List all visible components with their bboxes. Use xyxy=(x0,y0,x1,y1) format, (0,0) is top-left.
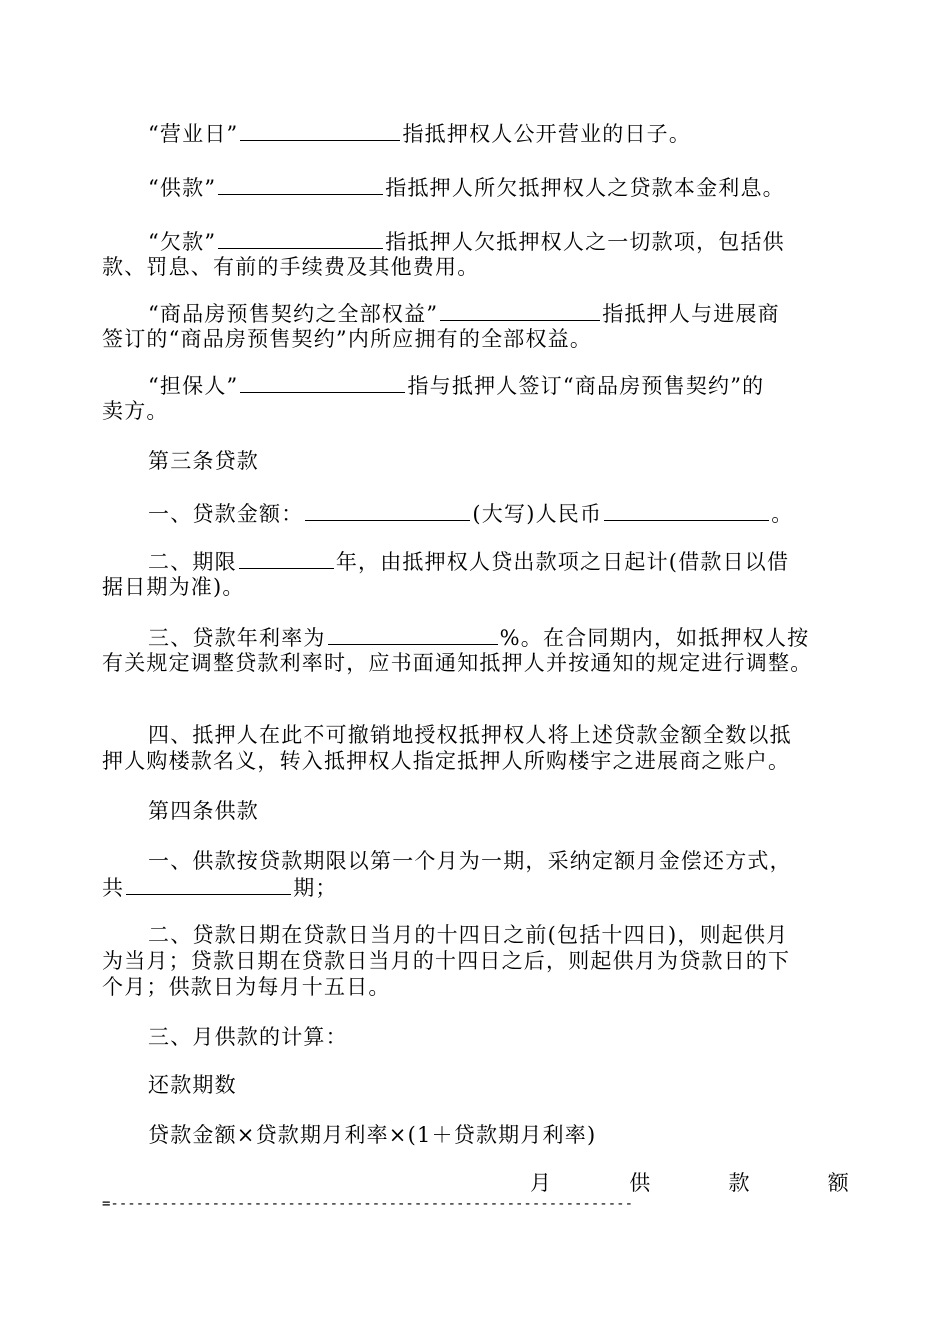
desc: 指抵押权人公开营业的日子。 xyxy=(402,122,692,146)
def-arrears-cont: 款、罚息、有前的手续费及其他费用。 xyxy=(102,255,480,279)
blank-line xyxy=(218,172,383,195)
article-4-title: 第四条供款 xyxy=(148,799,259,823)
term: “营业日” xyxy=(148,122,239,146)
desc: 指抵押人所欠抵押权人之贷款本金利息。 xyxy=(385,176,785,200)
blank-line xyxy=(440,298,600,321)
def-payment xyxy=(102,172,896,203)
blank-line xyxy=(328,622,498,645)
term: “供款” xyxy=(148,176,217,200)
calc-heading: 三、月供款的计算： xyxy=(148,1025,348,1049)
blank-line xyxy=(239,546,334,569)
blank-line xyxy=(604,498,769,521)
formula-term-count: 还款期数 xyxy=(148,1073,237,1097)
blank-line xyxy=(305,498,470,521)
article-3-title: 第三条贷款 xyxy=(148,449,259,473)
def-presale-cont: 签订的“商品房预售契约”内所应拥有的全部权益。 xyxy=(102,327,593,351)
document-page: “营业日” 指抵押权人公开营业的日子。 “供款” 指抵押人所欠抵押权人之贷款本金利息。 “欠款” 指抵押人欠抵押权人之一切款项，包括供 款、罚息、有前的手续费及其他费用。 “商品房预售契约之全部权益” 指抵押人与进展商 签订的“商品房预售契约”内所应拥有的全部权益。 “担保人” 指与抵押人签订“商品房预售契约”的 卖方。 第三条贷款 一、贷款金额： (大写)人民币 。 二、期限 年，由抵押权人贷出款项之日起计(借款日以借 据日期为准)。 三、贷款年利率为 %。在合同期内，如抵押权人按 有关规定调整贷款利率时，应书面通知抵押人并按通知的规定进行调整。 四、抵押人在此不可撤销地授权抵押权人将上述贷款金额全数以抵 押人购楼款名义，转入抵押权人指定抵押人所购楼宇之进展商之账户。 第四条供款 一、供款按贷款期限以第一个月为一期，采纳定额月金偿还方式， 共 期； 二、贷款日期在贷款日当月的十四日之前(包括十四日)，则起供月 为当月；贷款日期在贷款日当月的十四日之后，则起供月为贷款日的下 个月；供款日为每月十五日。 三、月供款的计算： 还款期数 贷款金额×贷款期月利率×(1＋贷款期月利率) 月 供 款 额 =-------------------------------------------------------------- xyxy=(0,0,950,1344)
formula-numerator: 贷款金额×贷款期月利率×(1＋贷款期月利率) xyxy=(148,1123,597,1147)
blank-line xyxy=(240,370,405,393)
term: “欠款” xyxy=(148,230,217,254)
term: “担保人” xyxy=(148,374,239,398)
term: “商品房预售契约之全部权益” xyxy=(148,302,439,326)
desc: 指抵押人与进展商 xyxy=(602,302,780,326)
def-guarantor-cont: 卖方。 xyxy=(102,399,169,423)
blank-line xyxy=(240,118,400,141)
blank-line xyxy=(218,226,383,249)
loan-amount-line: 一、贷款金额： (大写)人民币 。 xyxy=(102,498,896,529)
def-business-day xyxy=(102,118,896,149)
fraction-line: =-------------------------------------------------------------- xyxy=(102,1196,634,1212)
desc: 指与抵押人签订“商品房预售契约”的 xyxy=(407,374,765,398)
blank-line xyxy=(126,872,291,895)
desc: 指抵押人欠抵押权人之一切款项，包括供 xyxy=(385,230,785,254)
monthly-payment-label: 月 供 款 额 xyxy=(530,1171,850,1195)
